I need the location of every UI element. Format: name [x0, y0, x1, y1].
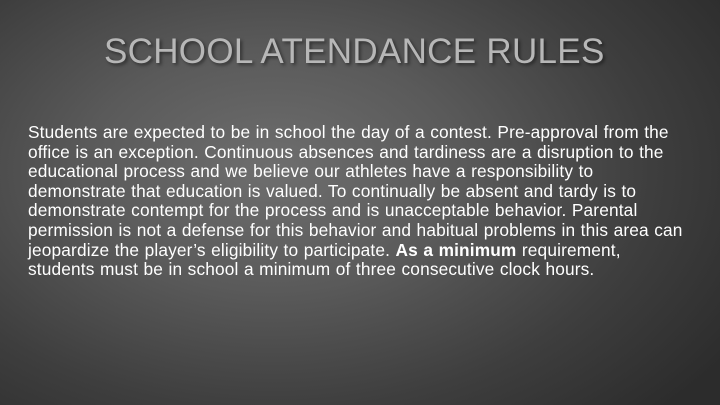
body-text-part-1: Students are expected to be in school the day of a contest. Pre-approval from the office is an exception. Continuous absences and tardiness are a disruption to the educational process and we believe our athletes have a responsibility to demonstrate that education is valued. To continually be absent and tardy is to demonstrate contempt for the process and is unacceptable behavior. Parental permission is not a defense for this behavior and habitual problems in this area can jeopardize the player’s eligibility to participate. — [28, 122, 683, 260]
slide-title: SCHOOL ATENDANCE RULES — [104, 32, 605, 71]
body-text-emphasis: As a minimum — [395, 239, 517, 260]
slide-body-text — [28, 123, 692, 280]
body-text-part-2: requirement, students must be in school a minimum of three consecutive clock hours. — [28, 239, 621, 280]
